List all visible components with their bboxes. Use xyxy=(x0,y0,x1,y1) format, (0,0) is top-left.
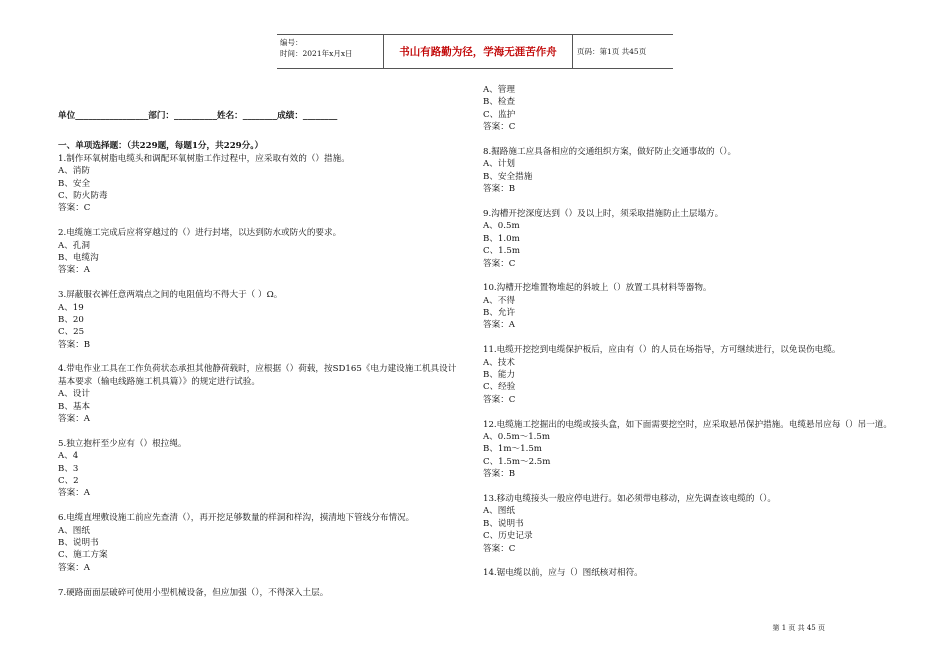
answer-text: 答案：A xyxy=(483,320,515,331)
question-item xyxy=(483,419,893,493)
question-item xyxy=(483,146,893,208)
question-item xyxy=(483,208,893,282)
option-text: A、管理 xyxy=(483,85,515,95)
option-text: A、0.5m xyxy=(483,221,520,232)
left-column xyxy=(58,110,458,599)
question-gap xyxy=(58,215,458,227)
right-column xyxy=(483,84,893,580)
option-text: C、1.5m xyxy=(483,246,520,257)
option-text: B、20 xyxy=(58,314,84,325)
question-gap xyxy=(58,500,458,512)
option-text: B、允许 xyxy=(483,308,516,319)
question-gap xyxy=(483,196,893,208)
answer-text: 答案：C xyxy=(483,122,516,133)
question-text: 14.锯电缆以前，应与（）图纸核对相符。 xyxy=(483,568,643,579)
question-text: 5.独立抱杆至少应有（）根拉绳。 xyxy=(58,438,187,449)
option-text: C、历史记录 xyxy=(483,531,533,542)
document-header xyxy=(277,34,673,69)
question-gap xyxy=(483,481,893,493)
question-text: 3.屏蔽服衣裤任意两端点之间的电阻值均不得大于（ ）Ω。 xyxy=(58,290,283,301)
option-text: C、监护 xyxy=(483,109,516,120)
option-text: B、能力 xyxy=(483,370,516,381)
question-item xyxy=(58,289,458,363)
answer-text: 答案：B xyxy=(483,184,516,195)
answer-text: 答案：C xyxy=(483,258,516,269)
question-gap xyxy=(483,555,893,567)
option-text: C、经验 xyxy=(483,382,516,393)
question-gap xyxy=(58,277,458,289)
option-text: A、孔洞 xyxy=(58,240,90,251)
question-gap xyxy=(483,406,893,418)
answer-text: 答案：A xyxy=(58,265,90,276)
question-text: 9.沟槽开挖深度达到（）及以上时，须采取措施防止土层塌方。 xyxy=(483,208,724,219)
option-text: A、计划 xyxy=(483,159,515,170)
option-text: C、25 xyxy=(58,327,85,338)
question-item xyxy=(483,493,893,567)
option-text: A、不得 xyxy=(483,295,515,306)
option-text: A、0.5m～1.5m xyxy=(483,432,551,443)
option-text: B、检查 xyxy=(483,97,516,108)
answer-text: 答案：A xyxy=(58,562,90,573)
answer-text: 答案：C xyxy=(483,543,516,554)
option-text: B、说明书 xyxy=(58,538,99,548)
question-text: 8.掘路施工应具备相应的交通组织方案，做好防止交通事故的（）。 xyxy=(483,146,737,157)
question-text: 2.电缆施工完成后应将穿越过的（）进行封堵，以达到防水或防火的要求。 xyxy=(58,228,342,239)
answer-text: 答案：B xyxy=(483,469,516,480)
section-title: 一、单项选择题：（共229题，每题1分，共229分。） xyxy=(58,141,264,152)
option-text: A、图纸 xyxy=(483,506,515,517)
option-text: A、图纸 xyxy=(58,525,90,536)
question-gap xyxy=(483,134,893,146)
question-item xyxy=(58,438,458,512)
answer-text: 答案：C xyxy=(483,394,516,405)
option-text: C、1.5m～2.5m xyxy=(483,456,551,467)
question-item xyxy=(58,587,458,599)
info-line: 单位_________________部门：__________姓名：________成绩：________ xyxy=(58,111,338,121)
page-footer: 第 1 页 共 45 页 xyxy=(772,624,825,632)
option-text: A、消防 xyxy=(58,166,90,177)
question-item xyxy=(483,567,893,579)
question-gap xyxy=(58,574,458,586)
header-slogan: 书山有路勤为径，学海无涯苦作舟 xyxy=(384,35,573,68)
question-item xyxy=(58,512,458,586)
option-text: A、技术 xyxy=(483,357,515,368)
question-text: 13.移动电缆接头一般应停电进行。如必须带电移动，应先调查该电缆的（）。 xyxy=(483,493,776,504)
option-text: B、说明书 xyxy=(483,518,524,529)
option-text: A、设计 xyxy=(58,389,90,400)
question-text: 6.电缆直埋敷设施工前应先查清（），再开挖足够数量的样洞和样沟，摸清地下管线分布情况。 xyxy=(58,513,415,524)
answer-text: 答案：A xyxy=(58,488,90,499)
option-text: B、1.0m xyxy=(483,233,520,244)
option-text: C、施工方案 xyxy=(58,550,108,561)
question-item xyxy=(483,344,893,418)
right-question-list xyxy=(483,146,893,580)
continued-question xyxy=(483,84,893,146)
question-gap xyxy=(483,332,893,344)
question-item xyxy=(58,363,458,437)
question-text: 7.硬路面面层破碎可使用小型机械设备，但应加强（），不得深入土层。 xyxy=(58,587,329,598)
answer-text: 答案：A xyxy=(58,414,90,425)
option-text: B、3 xyxy=(58,463,79,474)
question-gap xyxy=(58,425,458,437)
time-label: 时间：2021年x月x日 xyxy=(280,49,353,58)
option-text: C、防火防毒 xyxy=(58,190,108,201)
answer-text: 答案：B xyxy=(58,339,91,350)
option-text: B、电缆沟 xyxy=(58,252,99,263)
question-text: 4.带电作业工具在工作负荷状态承担其他静荷载时，应根据（）荷载，按SD165《电力建设施工机具设计基本要求（输电线路施工机具篇）》的规定进行试验。 xyxy=(58,364,457,387)
option-text: C、2 xyxy=(58,476,79,487)
answer-text: 答案：C xyxy=(58,203,91,214)
header-meta xyxy=(277,35,384,68)
question-text: 12.电缆施工挖掘出的电缆或接头盒，如下面需要挖空时，应采取悬吊保护措施。电缆悬吊应每（）吊一道。 xyxy=(483,419,892,430)
question-gap xyxy=(483,270,893,282)
option-text: B、安全 xyxy=(58,178,91,189)
number-label: 编号： xyxy=(280,38,303,47)
question-text: 1.制作环氧树脂电缆头和调配环氧树脂工作过程中，应采取有效的（）措施。 xyxy=(58,153,350,164)
option-text: A、19 xyxy=(58,302,84,313)
header-page-info: 页码：第1页 共45页 xyxy=(577,47,647,56)
left-question-list xyxy=(58,153,458,599)
option-text: B、安全措施 xyxy=(483,171,533,182)
option-text: B、1m～1.5m xyxy=(483,444,542,455)
question-item xyxy=(58,153,458,227)
option-text: B、基本 xyxy=(58,401,91,412)
question-text: 10.沟槽开挖堆置物堆起的斜坡上（）放置工具材料等器物。 xyxy=(483,283,712,294)
question-item xyxy=(483,282,893,344)
question-item xyxy=(58,227,458,289)
option-text: A、4 xyxy=(58,451,79,462)
question-text: 11.电缆开挖挖到电缆保护板后，应由有（）的人员在场指导，方可继续进行，以免误伤电缆。 xyxy=(483,345,841,356)
question-gap xyxy=(58,351,458,363)
